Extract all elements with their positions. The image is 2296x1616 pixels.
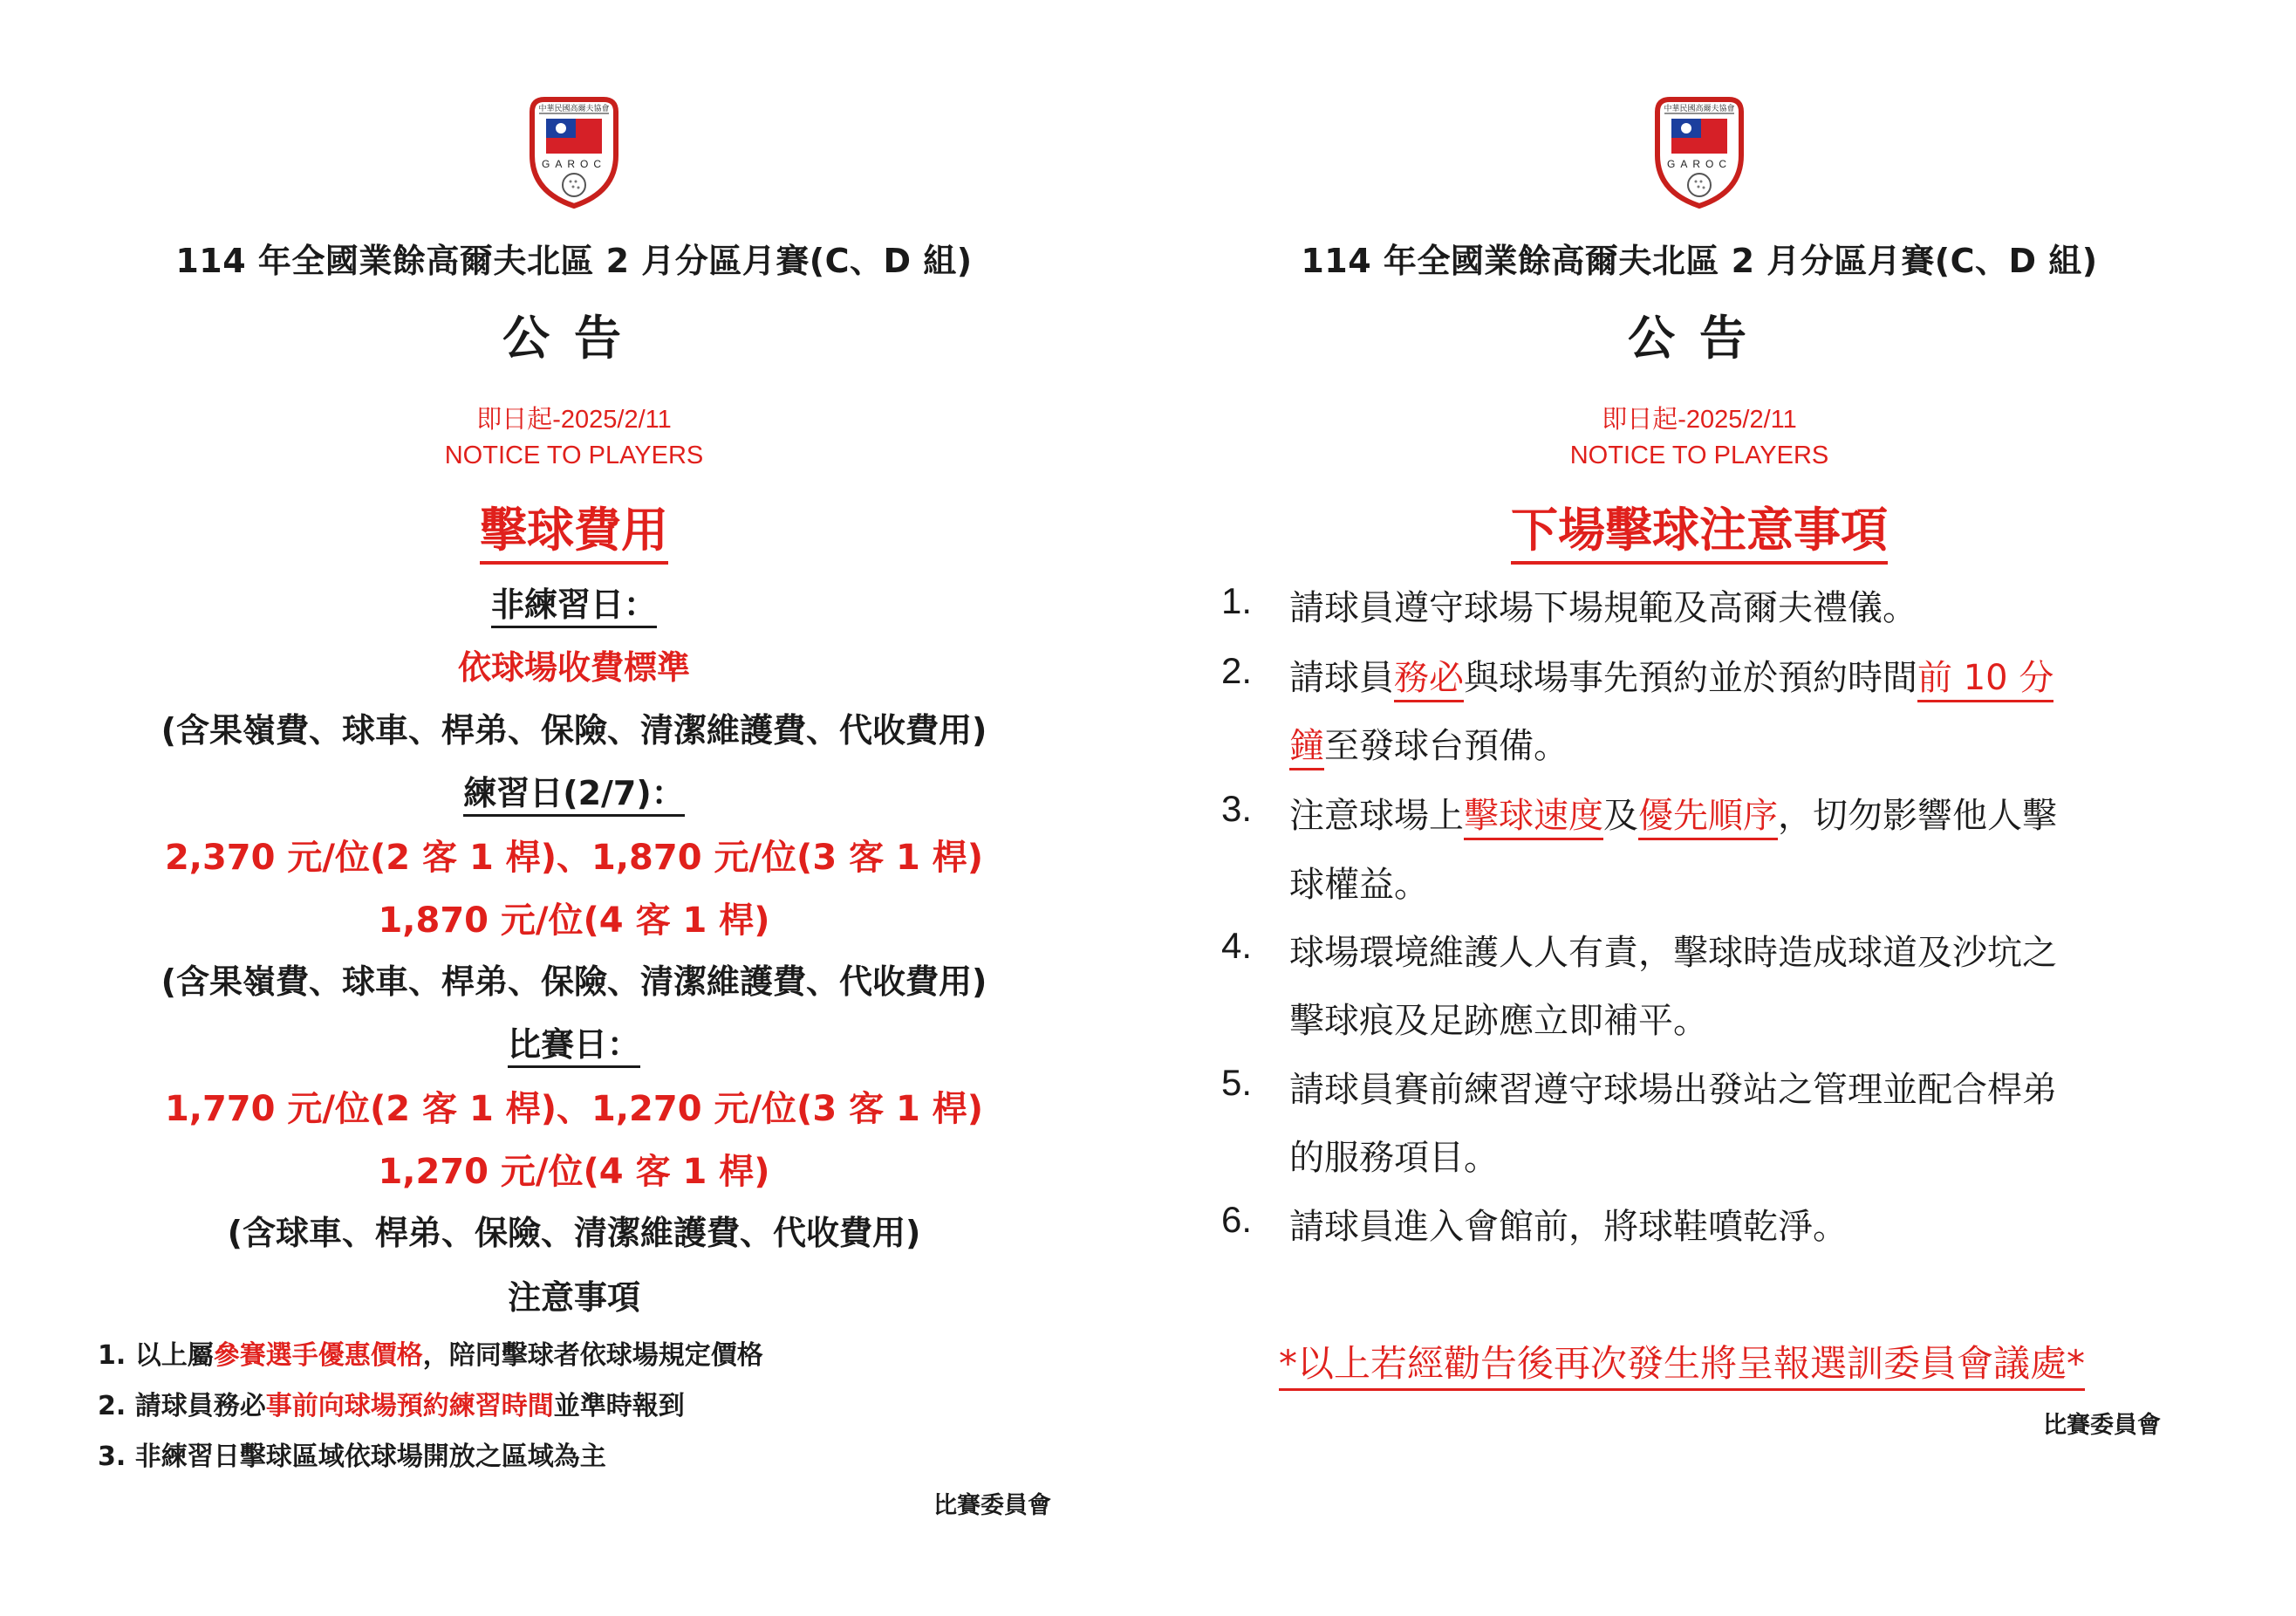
logo-org-text: 中華民國高爾夫協會 [1664, 105, 1735, 113]
practice-day-label: 練習日(2/7)： [0, 766, 1148, 814]
match-day-label: 比賽日： [0, 1017, 1148, 1065]
practice-day-price: 2,370 元/位(2 客 1 桿)、1,870 元/位(3 客 1 桿) [164, 838, 984, 878]
notes-title: 注意事項 [507, 1278, 640, 1317]
logo-abbr: GAROC [541, 158, 607, 170]
rule-text: 請球員遵守球場下場規範及高爾夫禮儀。 [1289, 588, 1917, 628]
logo-abbr: GAROC [1666, 158, 1732, 170]
rule-number: 6. [1221, 1199, 1253, 1240]
rule-text: 注意球場上擊球速度及優先順序，切勿影響他人擊 [1289, 788, 2057, 838]
effective-date: 即日起-2025/2/11 [476, 406, 672, 434]
notice-label: 公告 [1628, 311, 1771, 366]
practice-day-price: 1,870 元/位(4 客 1 桿) [378, 900, 770, 941]
garoc-logo [1650, 94, 1748, 209]
rule-text: 請球員賽前練習遵守球場出發站之管理並配合桿弟 [1289, 1070, 2057, 1110]
effective-date: 即日起-2025/2/11 [1602, 406, 1797, 434]
rule-text: 球場環境維護人人有責，擊球時造成球道及沙坑之 [1289, 933, 2057, 973]
logo-org-text: 中華民國高爾夫協會 [538, 105, 610, 113]
fee-includes-text: (含球車、桿弟、保險、清潔維護費、代收費用) [227, 1214, 921, 1252]
note-item: 1. 以上屬參賽選手優惠價格，陪同擊球者依球場規定價格 [98, 1340, 763, 1371]
rule-number: 4. [1221, 925, 1253, 966]
rule-number: 2. [1221, 650, 1253, 691]
notice-to-players: NOTICE TO PLAYERS [1569, 442, 1829, 469]
match-day-price: 1,270 元/位(4 客 1 桿) [378, 1152, 770, 1192]
notice-to-players: NOTICE TO PLAYERS [444, 442, 704, 469]
right-announcement-page [1125, 0, 2273, 1616]
committee-signature: 比賽委員會 [933, 1492, 1051, 1519]
fee-includes-text: (含果嶺費、球車、桿弟、保險、清潔維護費、代收費用) [161, 711, 987, 750]
garoc-logo [525, 94, 623, 209]
page-title: 114 年全國業餘高爾夫北區 2 月分區月賽(C、D 組) [1301, 242, 2098, 280]
note-item: 3. 非練習日擊球區域依球場開放之區域為主 [98, 1441, 606, 1472]
warning-text: *以上若經勸告後再次發生將呈報選訓委員會議處* [1108, 1335, 2256, 1387]
rule-number: 1. [1221, 580, 1253, 621]
fee-includes-text: (含果嶺費、球車、桿弟、保險、清潔維護費、代收費用) [161, 962, 987, 1001]
nonpractice-day-fee: 依球場收費標準 [457, 648, 690, 687]
rule-number: 5. [1221, 1062, 1253, 1103]
rule-text: 請球員務必與球場事先預約並於預約時間前 10 分 [1289, 650, 2053, 700]
match-day-price: 1,770 元/位(2 客 1 桿)、1,270 元/位(3 客 1 桿) [164, 1089, 984, 1129]
rule-text-continued: 擊球痕及足跡應立即補平。 [1289, 1001, 1708, 1041]
rule-text: 請球員進入會館前，將球鞋噴乾淨。 [1289, 1207, 1848, 1247]
nonpractice-day-label: 非練習日： [0, 578, 1148, 626]
committee-signature: 比賽委員會 [2043, 1412, 2161, 1439]
section-heading: 下場擊球注意事項 [1125, 493, 2273, 560]
notice-label: 公告 [502, 311, 646, 366]
rule-text-continued: 球權益。 [1289, 865, 1429, 905]
note-item: 2. 請球員務必事前向球場預約練習時間並準時報到 [98, 1391, 685, 1421]
rule-number: 3. [1221, 788, 1253, 829]
rule-text-continued: 的服務項目。 [1289, 1138, 1499, 1178]
page-title: 114 年全國業餘高爾夫北區 2 月分區月賽(C、D 組) [175, 242, 973, 280]
rule-text-continued: 鐘至發球台預備。 [1289, 718, 1568, 768]
section-heading: 擊球費用 [0, 493, 1148, 560]
